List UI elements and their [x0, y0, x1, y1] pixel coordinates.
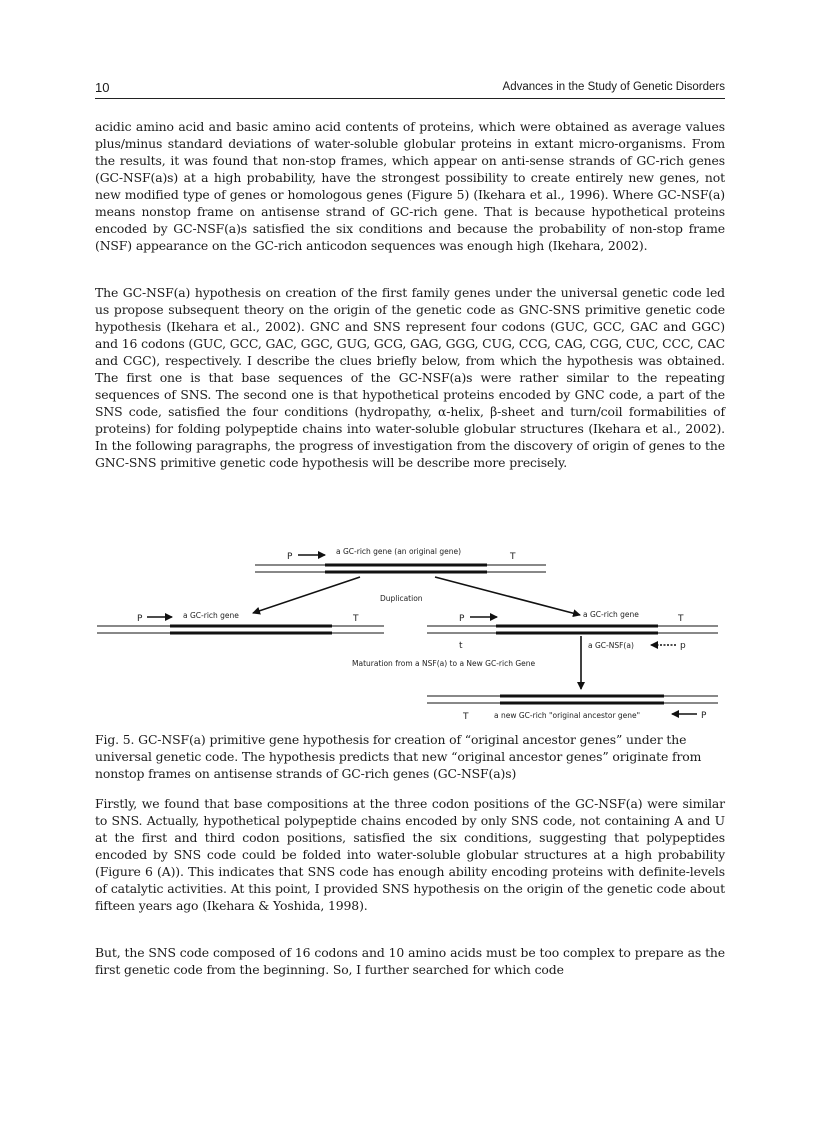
- new-gene-terminator-label: T: [463, 712, 469, 722]
- right-gene-label: a GC-rich gene: [583, 610, 639, 619]
- right-terminator-label: T: [678, 614, 684, 624]
- right-gene-duplex: [427, 625, 718, 635]
- body-paragraph-4: But, the SNS code composed of 16 codons and 10 amino acids must be too complex to prepare as the first genetic code from the beginning. So, I further searched for which code: [95, 945, 725, 977]
- new-gene-label: a new GC-rich "original ancestor gene": [494, 711, 641, 720]
- body-paragraph-2: The GC-NSF(a) hypothesis on creation of the first family genes under the universal genetic code led us propose subsequent theory on the origin of the genetic code as GNC-SNS primitive genetic code hypothesis (Ikehara et al., 2002). GNC and SNS represent four codons (GUC, GCC, GAC and GGC) and 16 codons (GUC, GCC, GAC, GGC, GUG, GCG, GAG, GGG, CUG, CCG, CAG, CGG, CUC, CCC, CAC and CGC), respectively. I describe the clues briefly below, from which the hypothesis was obtained. The first one is that base sequences of the GC-NSF(a)s were rather similar to the repeating sequences of SNS. The second one is that hypothetical proteins encoded by GNC code, a part of the SNS code, satisfied the four conditions (hydropathy, α-helix, β-sheet and turn/coil formabilities of proteins) for folding polypeptide chains into water-soluble globular structures (Ikehara et al., 2002). In the following paragraphs, the progress of investigation from the discovery of origin of genes to the GNC-SNS primitive genetic code hypothesis will be describe more precisely.: [95, 285, 725, 470]
- duplication-arrow-left: [253, 577, 360, 613]
- running-title: Advances in the Study of Genetic Disorders: [502, 81, 725, 93]
- left-gene-label: a GC-rich gene: [183, 611, 239, 620]
- figure-5-diagram: [0, 535, 816, 735]
- antisense-terminator-label: t: [459, 641, 463, 651]
- duplication-arrow-right: [435, 577, 580, 615]
- page-number: 10: [95, 80, 110, 95]
- top-promoter-label: P: [287, 552, 293, 562]
- left-promoter-label: P: [137, 614, 143, 624]
- nsf-label: a GC-NSF(a): [588, 641, 634, 650]
- original-gene-duplex: [255, 564, 546, 574]
- page-header: [95, 80, 725, 99]
- body-paragraph-1: acidic amino acid and basic amino acid contents of proteins, which were obtained as average values plus/minus standard deviations of water-soluble globular proteins in extant micro-organisms. From the results, it was found that non-stop frames, which appear on anti-sense strands of GC-rich genes (GC-NSF(a)s) at a high probability, have the strongest possibility to create entirely new genes, not new modified type of genes or homologous genes (Figure 5) (Ikehara et al., 1996). Where GC-NSF(a) means nonstop frame on antisense strand of GC-rich gene. That is because hypothetical proteins encoded by GC-NSF(a)s satisfied the six conditions and because the probability of non-stop frame (NSF) appearance on the GC-rich anticodon sequences was enough high (Ikehara, 2002).: [95, 119, 725, 253]
- left-terminator-label: T: [353, 614, 359, 624]
- body-paragraph-3: Firstly, we found that base compositions at the three codon positions of the GC-NSF(a) were similar to SNS. Actually, hypothetical polypeptide chains encoded by only SNS code, not containing A and U at the first and third codon positions, satisfied the six conditions, suggesting that polypeptides encoded by SNS code could be folded into water-soluble globular structures at a high probability (Figure 6 (A)). This indicates that SNS code has enough ability encoding proteins with definite-levels of catalytic activities. At this point, I provided SNS hypothesis on the origin of the genetic code about fifteen years ago (Ikehara & Yoshida, 1998).: [95, 796, 725, 913]
- figure-caption: Fig. 5. GC-NSF(a) primitive gene hypothesis for creation of “original ancestor genes” under the universal genetic code. The hypothesis predicts that new “original ancestor genes” originate from nonstop frames on antisense strands of GC-rich genes (GC-NSF(a)s): [95, 732, 702, 781]
- maturation-label: Maturation from a NSF(a) to a New GC-rich Gene: [352, 659, 536, 668]
- right-promoter-label: P: [459, 614, 465, 624]
- top-gene-label: a GC-rich gene (an original gene): [336, 547, 462, 556]
- new-gene-promoter-label: P: [701, 711, 707, 721]
- duplication-label: Duplication: [380, 594, 423, 603]
- left-gene-duplex: [97, 625, 384, 635]
- top-terminator-label: T: [510, 552, 516, 562]
- new-gene-duplex: [427, 695, 718, 705]
- antisense-promoter-label: p: [680, 641, 686, 651]
